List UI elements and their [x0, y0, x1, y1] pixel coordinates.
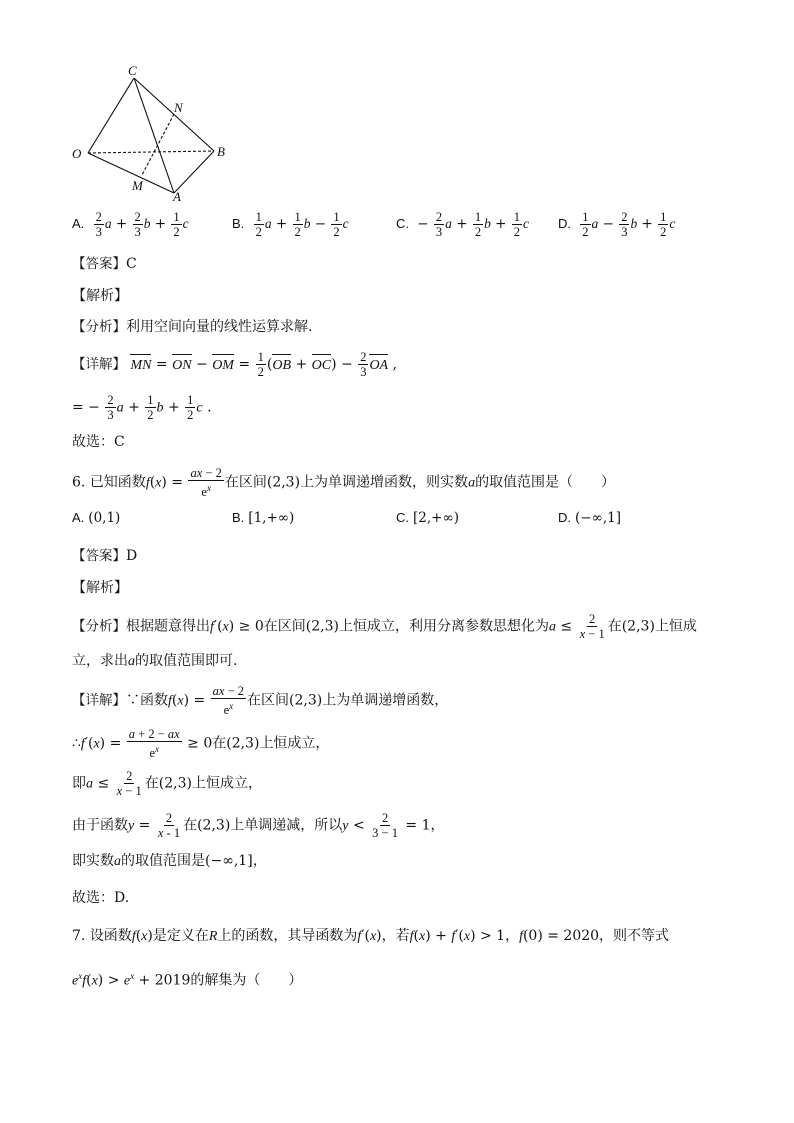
label-N: N — [174, 100, 183, 115]
q6-detail-2: ∴f′(x) = $\frac{a + 2 - ax}{e^x}$ ≥ 0在(2,3)上恒成立， — [72, 727, 330, 761]
q6-detail-5: 即实数a的取值范围是(−∞,1]， — [72, 853, 267, 869]
q6-fenxi: 【分析】根据题意得出f′(x) ≥ 0在区间(2,3)上恒成立，利用分离参数思想化为a ≤ $\frac{2}{x - 1}$ 在(2,3)上恒成 — [72, 612, 697, 641]
q6-detail-4: 由于函数y = $\frac{2}{x - 1}$ 在(2,3)上单调递减，所以y < $\frac{2}{3 - 1}$ = 1， — [72, 811, 445, 840]
label-B: B — [217, 144, 225, 159]
q5-step2: = − $\frac{2}{3}$ a + $\frac{1}{2}$ b + $\frac{1}{2}$ c . — [72, 393, 212, 422]
label-A: A — [173, 189, 181, 202]
q5-fenxi: 【分析】利用空间向量的线性运算求解. — [72, 319, 313, 335]
q6-option-b: B. [1,+∞) — [232, 510, 295, 526]
label-C: C — [128, 63, 137, 78]
q6-detail-1: 【详解】∵函数f(x) = $\frac{ax - 2}{e^x}$ 在区间(2,3)上为单调递增函数， — [72, 684, 449, 718]
q5-option-d: D. $\frac{1}{2}$ a − $\frac{2}{3}$ b + $\frac{1}{2}$ c — [558, 210, 676, 239]
q5-choose: 故选：C — [72, 434, 125, 450]
q5-analysis-tag: 【解析】 — [72, 288, 128, 304]
label-O: O — [72, 146, 82, 161]
q5-option-a: A. $\frac{2}{3}$ a + $\frac{2}{3}$ b + $\frac{1}{2}$ c — [72, 210, 189, 239]
q5-option-b: B. $\frac{1}{2}$ a + $\frac{1}{2}$ b − $\frac{1}{2}$ c — [232, 210, 349, 239]
q5-option-c: C. − $\frac{2}{3}$ a + $\frac{1}{2}$ b + $\frac{1}{2}$ c — [396, 210, 529, 239]
q6-option-c: C. [2,+∞) — [396, 510, 459, 526]
q6-option-a: A. (0,1) — [72, 510, 121, 526]
q7-stem: 7. 设函数f(x)是定义在R上的函数，其导函数为f′(x)，若f(x) + f′(x) > 1，f(0) = 2020，则不等式 — [72, 928, 670, 944]
q6-analysis-tag: 【解析】 — [72, 580, 128, 596]
q6-answer: 【答案】D — [72, 548, 138, 564]
q7-stem-cont: $e^xf(x) > e^x + 2019$的解集为（ ） — [72, 971, 303, 989]
tetrahedron-figure — [66, 62, 236, 202]
q5-answer: 【答案】C — [72, 256, 137, 272]
q6-option-d: D. (−∞,1] — [558, 510, 621, 526]
label-M: M — [132, 178, 143, 193]
q6-choose: 故选：D. — [72, 890, 130, 906]
q6-detail-3: 即a ≤ $\frac{2}{x - 1}$ 在(2,3)上恒成立， — [72, 769, 262, 798]
q5-xiangjie: 【详解】 MN = ON − OM = $\frac{1}{2}$ (OB + OC) − $\frac{2}{3}$ OA , — [72, 350, 398, 379]
q6-stem: 6. 已知函数f(x) = $\frac{ax - 2}{e^x}$ 在区间(2,3)上为单调递增函数，则实数a的取值范围是（ ） — [72, 466, 616, 500]
q6-fenxi-cont: 立，求出a的取值范围即可. — [72, 653, 238, 669]
